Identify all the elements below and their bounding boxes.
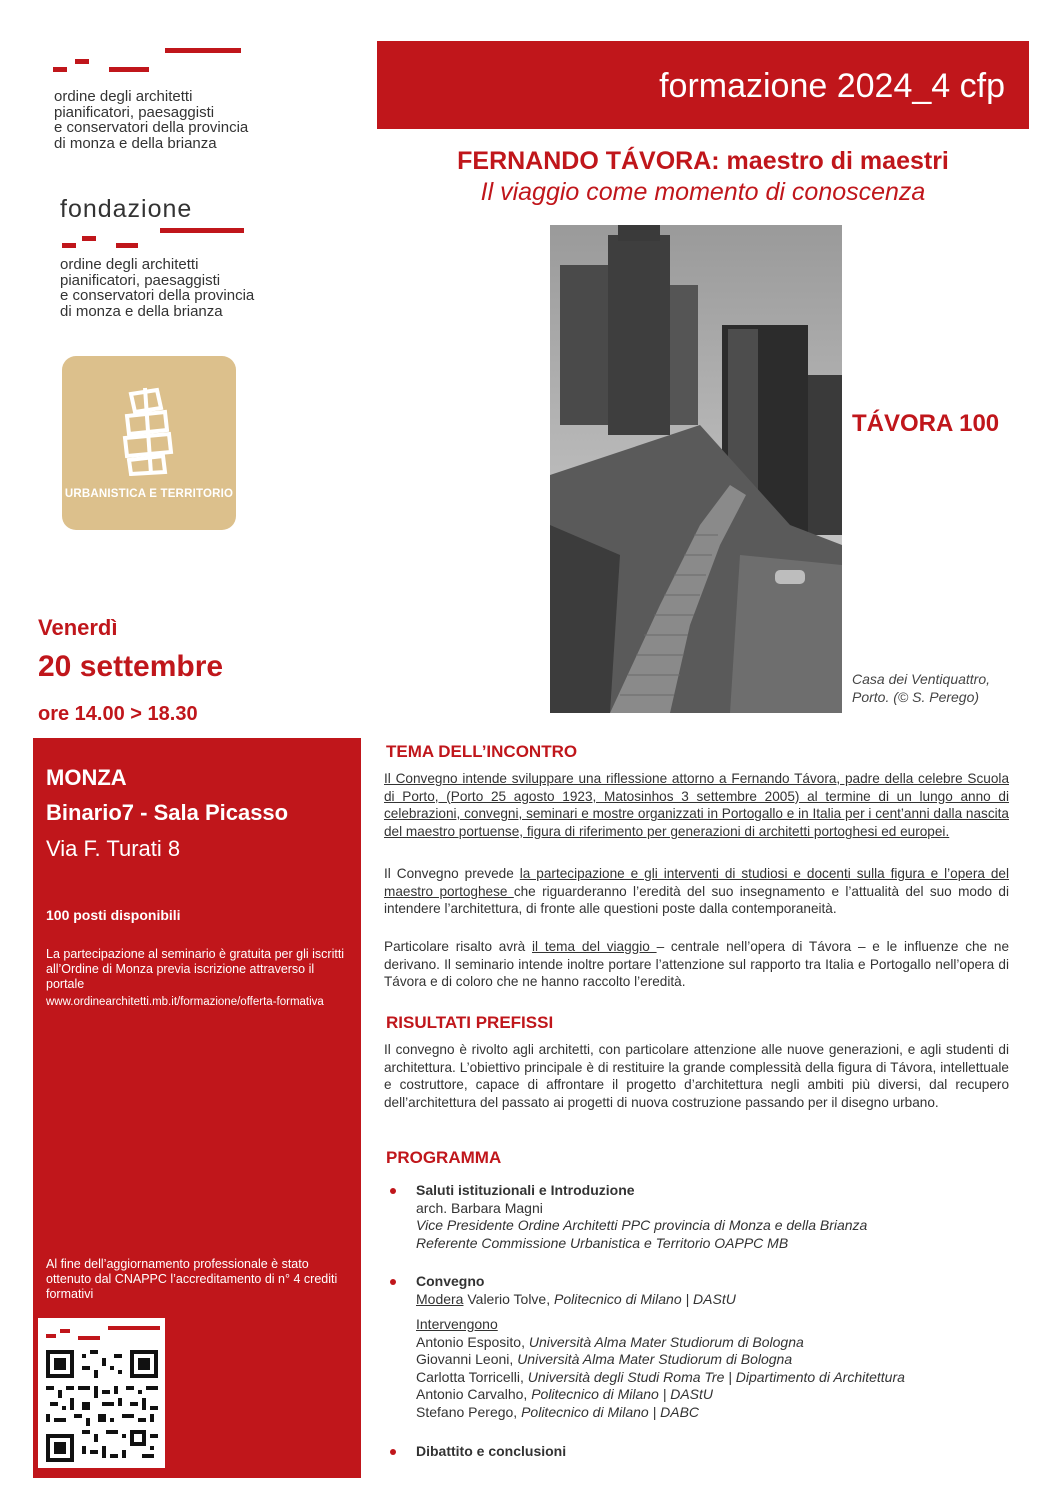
logo-dash: [116, 243, 138, 248]
registration-info: La partecipazione al seminario è gratuita per gli iscritti all’Ordine di Monza previa iscrizione attraverso il portale: [46, 947, 345, 991]
tema-text: il tema del viaggio: [532, 939, 657, 954]
photo-caption: [852, 670, 990, 706]
risultati-heading: RISULTATI PREFISSI: [386, 1013, 554, 1032]
org-line: ordine degli architetti: [60, 256, 199, 273]
speaker-line: [416, 1404, 1026, 1422]
caption-line: Porto. (© S. Perego): [852, 689, 980, 705]
org-line: ordine degli architetti: [54, 88, 193, 105]
org-line: di monza e della brianza: [60, 302, 223, 320]
tema-paragraph-1: [384, 770, 1009, 840]
speaker-affiliation: Università Alma Mater Studiorum di Bologna: [517, 1351, 793, 1367]
event-venue: Binario7 - Sala Picasso: [46, 800, 289, 825]
logo-dash: [60, 1329, 70, 1333]
page-subtitle: Il viaggio come momento di conoscenza: [480, 178, 926, 206]
org-line: pianificatori, paesaggisti: [54, 103, 215, 121]
tema-text: la partecipazione e gli interventi di studiosi e docenti sulla figura e l’opera del maestro portoghese: [384, 866, 1010, 899]
speaker-name: Antonio Carvalho,: [416, 1386, 532, 1402]
speakers-label: Intervengono: [416, 1316, 498, 1332]
header-tag: formazione 2024_4 cfp: [659, 67, 1005, 105]
tema-text: Particolare risalto avrà: [384, 939, 533, 954]
org-name: [54, 89, 248, 151]
caption-line: Casa dei Ventiquattro,: [852, 671, 991, 687]
speaker-name: Giovanni Leoni,: [416, 1351, 518, 1367]
logo-dash: [75, 59, 89, 64]
speaker-line: [416, 1369, 1026, 1387]
seats-available: 100 posti disponibili: [46, 907, 181, 923]
event-date: 20 settembre: [38, 650, 224, 683]
speaker-name: Stefano Perego,: [416, 1403, 522, 1420]
tema-text: Il Convegno intende sviluppare una riflessione attorno a Fernando Távora, padre della celebre Scuola di Porto, (Porto 25 agosto 1923, Matosinhos 3 settembre 2005) al termine di un lungo anno di celebrazioni, convegni, seminari e mostre organizzati in Portogallo e in Italia per i cent’anni dalla nascita del maestro portuense, figura di riferimento per generazioni di architetti portoghesi ed europei.: [384, 771, 1009, 839]
qr-card: [38, 1318, 165, 1468]
risultati-paragraph: Il convegno è rivolto agli architetti, con particolare attenzione alle nuove generazioni, e agli studenti di architettura. L’obiettivo principale è di restituire la grande complessità della figura di Távora, intellettuale e costruttore, capace di affrontare il progetto d’architettura negli ambiti più diversi, dal recupero dell’architettura del passato ai progetti di nuova costruzione passando per il disegno urbano.: [384, 1042, 1009, 1110]
urbanistica-label: URBANISTICA E TERRITORIO: [64, 488, 234, 500]
speaker-role: Referente Commissione Urbanistica e Territorio OAPPC MB: [416, 1234, 789, 1251]
speaker-role: Vice Presidente Ordine Architetti PPC provincia di Monza e della Brianza: [416, 1217, 868, 1233]
tema-paragraph-2: [384, 865, 1009, 918]
event-address: Via F. Turati 8: [46, 836, 181, 861]
photo-illustration: [550, 225, 842, 713]
tema-text: – centrale nell’opera di Távora – e le influenze che ne derivano. Il seminario intende inoltre portare l’attenzione sul rapporto tra Italia e Portogallo nell’opera di Távora e di coloro che ne hanno raccolto l’eredità.: [384, 939, 1009, 990]
moderator-affiliation: Politecnico di Milano | DAStU: [554, 1290, 736, 1307]
logo-dash: [53, 67, 67, 72]
header-tag-bar: [377, 41, 1029, 129]
logo-dash: [78, 1336, 100, 1340]
speaker-line: [416, 1386, 1026, 1404]
speaker-line: [416, 1334, 1026, 1352]
logo-dash: [109, 67, 149, 72]
speaker-affiliation: Università Alma Mater Studiorum di Bologna: [528, 1333, 804, 1350]
fondazione-logo: [60, 195, 320, 330]
tavora-100-badge: TÁVORA 100: [852, 410, 1000, 437]
logo-dash: [46, 1334, 56, 1338]
program-item-convegno: [416, 1273, 1026, 1421]
speaker-affiliation: Università degli Studi Roma Tre | Dipartimento di Architettura: [527, 1368, 905, 1385]
moderator-line: [416, 1291, 1026, 1309]
tema-heading: TEMA DELL’INCONTRO: [386, 742, 578, 761]
urbanistica-logo: [62, 356, 236, 530]
moderator-label: Modera: [416, 1290, 464, 1307]
program-item-conclusioni: Dibattito e conclusioni: [416, 1443, 567, 1459]
program-item-title: Convegno: [416, 1273, 485, 1289]
org-line: pianificatori, paesaggisti: [60, 271, 221, 289]
credits-info: Al fine dell’aggiornamento professionale è stato ottenuto dal CNAPPC l’accreditamento di n° 4 crediti formativi: [46, 1257, 338, 1301]
speaker-name: arch. Barbara Magni: [416, 1199, 543, 1216]
programma-heading: PROGRAMMA: [386, 1148, 502, 1167]
speaker-name: Antonio Esposito,: [416, 1333, 529, 1350]
logo-dash: [165, 48, 241, 53]
org-line: e conservatori della provincia: [60, 287, 255, 304]
logo-dash: [62, 243, 76, 248]
speaker-affiliation: Politecnico di Milano | DABC: [521, 1403, 700, 1420]
fondazione-name: [60, 257, 254, 319]
logo-dash: [160, 228, 244, 233]
portal-link[interactable]: www.ordinearchitetti.mb.it/formazione/offerta-formativa: [46, 996, 324, 1008]
speaker-line: [416, 1351, 1026, 1369]
speaker-affiliation: Politecnico di Milano | DAStU: [531, 1386, 714, 1402]
tema-paragraph-3: [384, 938, 1009, 991]
tema-text: che riguarderanno l’eredità del suo insegnamento e l’attualità del suo modo di intendere l’architettura, di fronte alle questioni poste dalla contemporaneità.: [384, 883, 1009, 917]
event-day: Venerdì: [38, 615, 118, 640]
program-item-title: Saluti istituzionali e Introduzione: [416, 1182, 635, 1198]
bullet-icon: [390, 1449, 396, 1455]
moderator-name: Valerio Tolve,: [463, 1290, 554, 1307]
bullet-icon: [390, 1279, 396, 1285]
bullet-icon: [390, 1188, 396, 1194]
org-logo: [53, 45, 313, 165]
logo-dash: [108, 1326, 160, 1330]
org-line: di monza e della brianza: [54, 134, 217, 152]
event-time: ore 14.00 > 18.30: [38, 703, 198, 725]
urban-grid-icon: [117, 386, 183, 476]
org-line: e conservatori della provincia: [54, 119, 249, 136]
program-item-saluti: [416, 1182, 1026, 1252]
logo-dash: [82, 236, 96, 241]
page-title: FERNANDO TÁVORA: maestro di maestri: [457, 147, 949, 175]
tema-text: Il Convegno prevede: [384, 866, 520, 881]
fondazione-title: fondazione: [60, 195, 193, 223]
cover-photo: [550, 225, 842, 713]
speaker-name: Carlotta Torricelli,: [416, 1368, 528, 1385]
event-city: MONZA: [46, 765, 127, 790]
qr-code-icon[interactable]: [46, 1350, 158, 1462]
